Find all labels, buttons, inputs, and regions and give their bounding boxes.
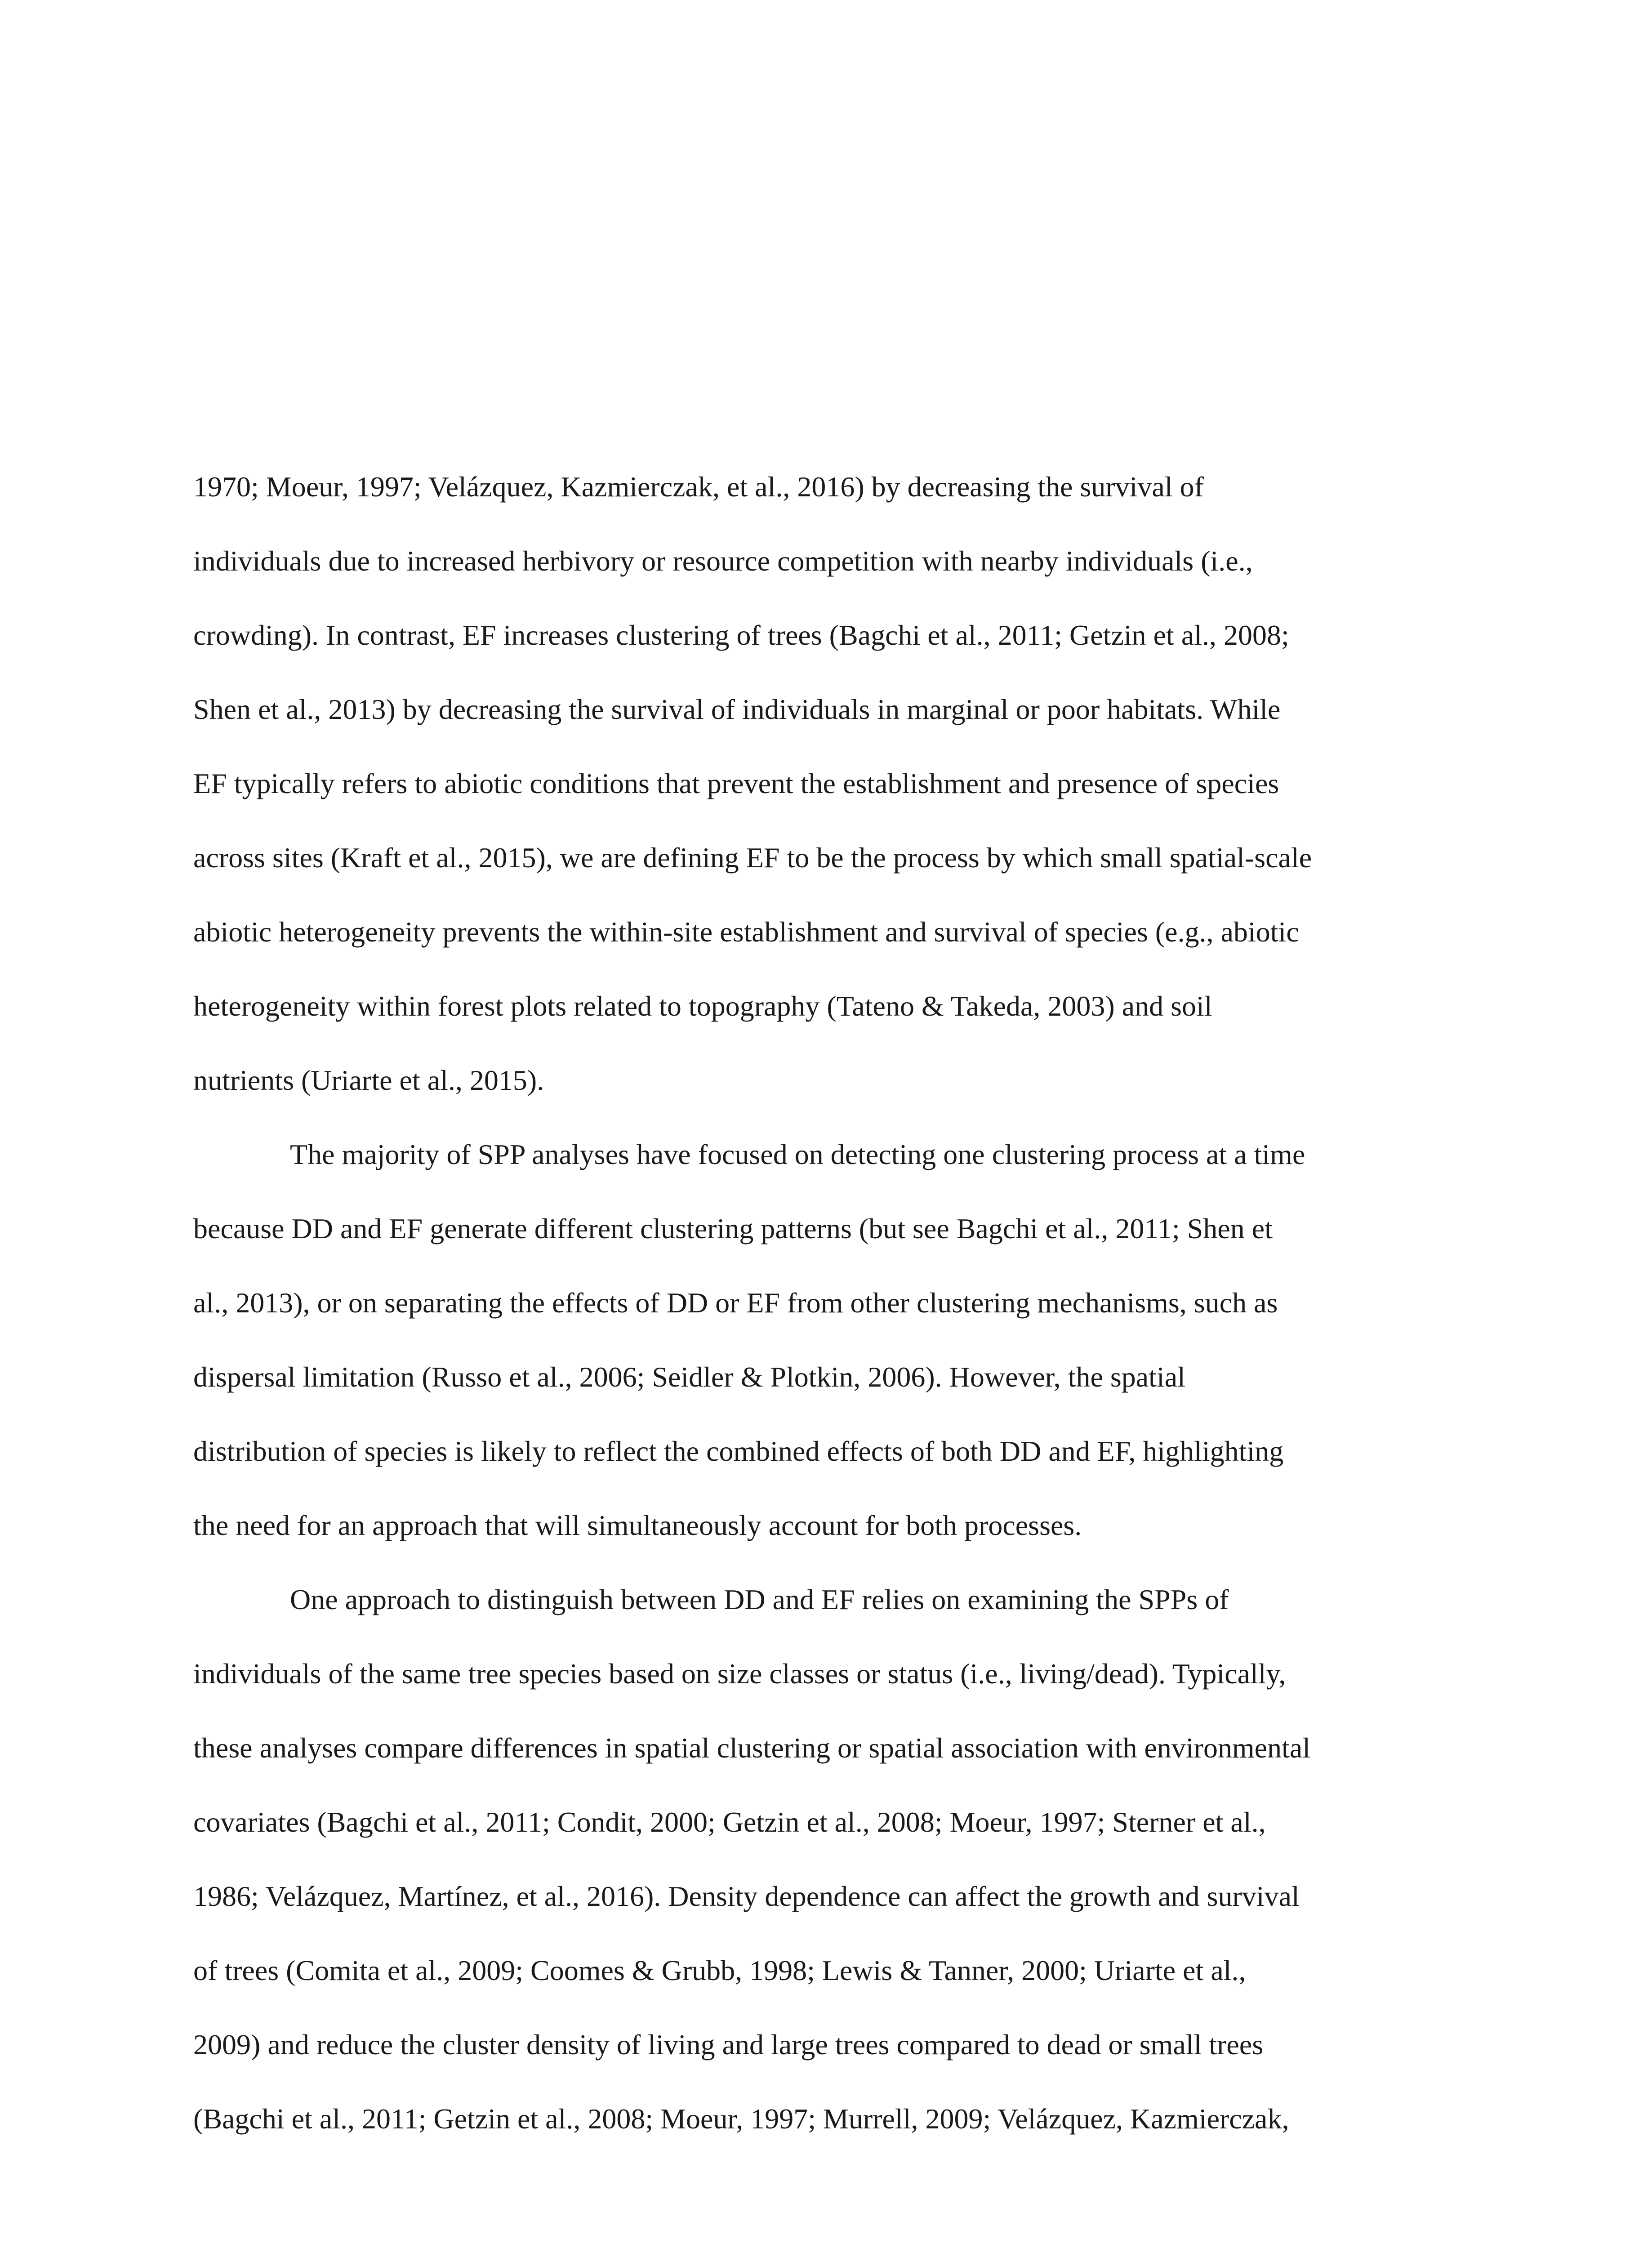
text-line: Shen et al., 2013) by decreasing the survival of individuals in marginal or poor habitats. While bbox=[193, 693, 1281, 725]
text-line: distribution of species is likely to reflect the combined effects of both DD and EF, highlighting bbox=[193, 1435, 1284, 1467]
text-line: dispersal limitation (Russo et al., 2006; Seidler & Plotkin, 2006). However, the spatial bbox=[193, 1361, 1185, 1393]
body-text bbox=[193, 450, 1461, 2156]
text-line: 1970; Moeur, 1997; Velázquez, Kazmierczak, et al., 2016) by decreasing the survival of bbox=[193, 471, 1204, 503]
paragraph-3 bbox=[193, 1562, 1461, 2156]
text-line: 2009) and reduce the cluster density of living and large trees compared to dead or small trees bbox=[193, 2029, 1264, 2061]
text-line: al., 2013), or on separating the effects of DD or EF from other clustering mechanisms, such as bbox=[193, 1287, 1278, 1319]
text-line: individuals due to increased herbivory or resource competition with nearby individuals (i.e., bbox=[193, 545, 1253, 577]
text-line: individuals of the same tree species based on size classes or status (i.e., living/dead). Typically, bbox=[193, 1658, 1286, 1690]
text-line: nutrients (Uriarte et al., 2015). bbox=[193, 1064, 544, 1096]
text-line: the need for an approach that will simultaneously account for both processes. bbox=[193, 1509, 1082, 1541]
text-line: these analyses compare differences in spatial clustering or spatial association with environmental bbox=[193, 1732, 1311, 1764]
text-line: EF typically refers to abiotic conditions that prevent the establishment and presence of species bbox=[193, 767, 1279, 799]
paragraph-1 bbox=[193, 450, 1461, 1117]
text-line: of trees (Comita et al., 2009; Coomes & Grubb, 1998; Lewis & Tanner, 2000; Uriarte et al., bbox=[193, 1954, 1246, 1986]
text-line: heterogeneity within forest plots related to topography (Tateno & Takeda, 2003) and soil bbox=[193, 990, 1212, 1022]
text-line: 1986; Velázquez, Martínez, et al., 2016). Density dependence can affect the growth and survival bbox=[193, 1880, 1300, 1912]
text-line: One approach to distinguish between DD and EF relies on examining the SPPs of bbox=[290, 1583, 1229, 1615]
text-line: covariates (Bagchi et al., 2011; Condit, 2000; Getzin et al., 2008; Moeur, 1997; Sterner et al., bbox=[193, 1806, 1266, 1838]
text-line: (Bagchi et al., 2011; Getzin et al., 2008; Moeur, 1997; Murrell, 2009; Velázquez, Kazmierczak, bbox=[193, 2103, 1289, 2135]
text-line: abiotic heterogeneity prevents the within-site establishment and survival of species (e.g., abiotic bbox=[193, 916, 1299, 948]
text-line: The majority of SPP analyses have focused on detecting one clustering process at a time bbox=[290, 1138, 1305, 1170]
text-line: crowding). In contrast, EF increases clustering of trees (Bagchi et al., 2011; Getzin et al., 2008; bbox=[193, 619, 1289, 651]
text-line: because DD and EF generate different clustering patterns (but see Bagchi et al., 2011; Shen et bbox=[193, 1213, 1273, 1244]
text-line: across sites (Kraft et al., 2015), we are defining EF to be the process by which small spatial-scale bbox=[193, 842, 1312, 874]
paragraph-2 bbox=[193, 1117, 1461, 1562]
